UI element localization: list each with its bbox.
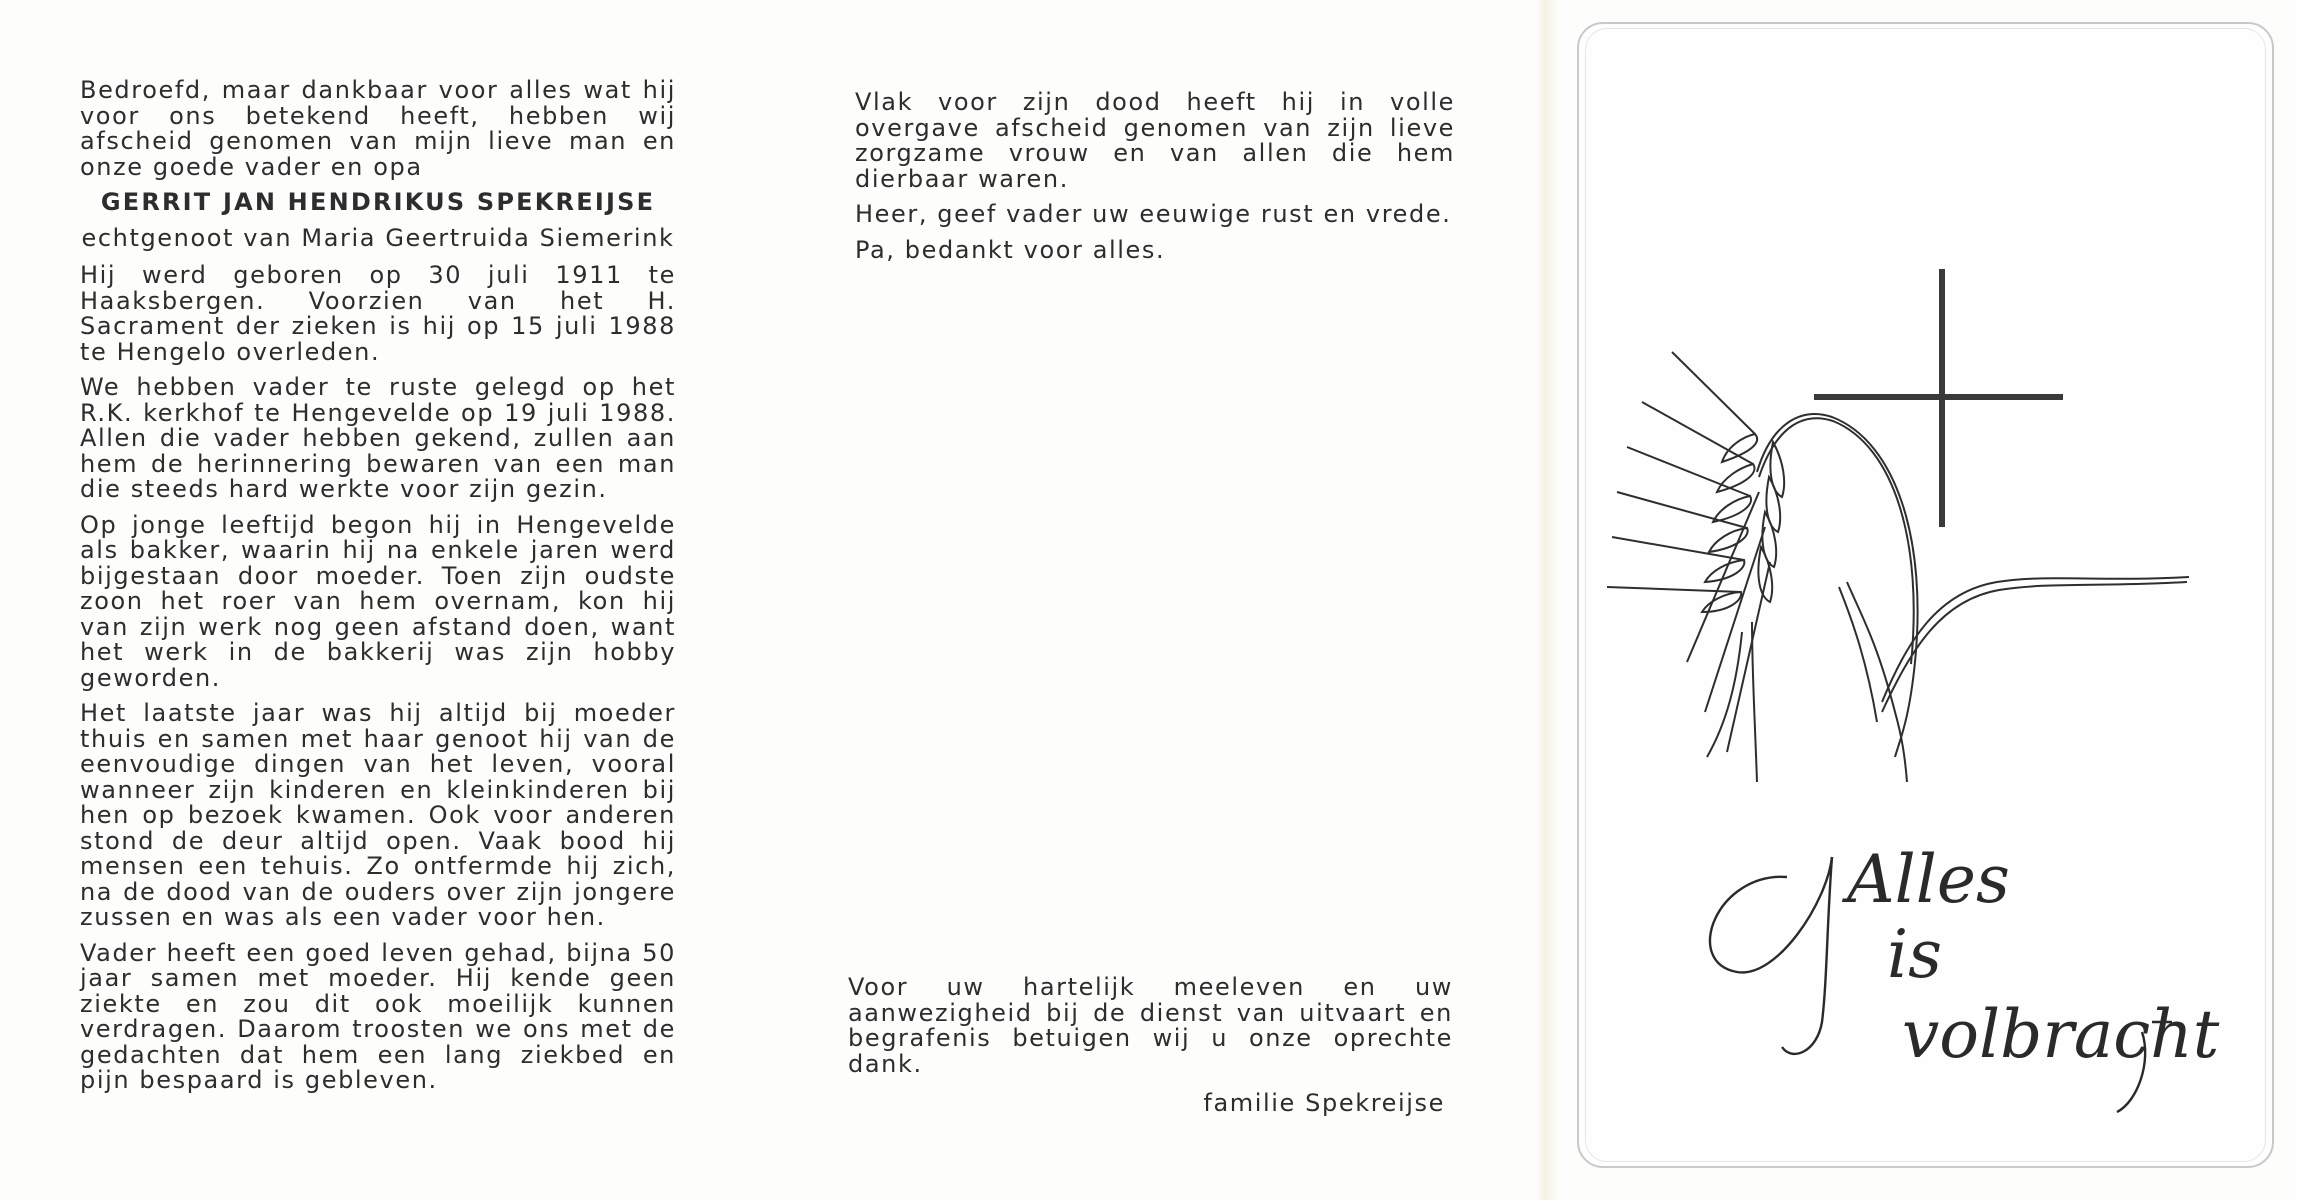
gratitude-paragraph: Voor uw hartelijk meeleven en uw aanwezigheid bij de dienst van uitvaart en begrafenis betuigen wij u onze oprechte dank. (848, 973, 1453, 1078)
middle-page-text-top (855, 90, 1455, 273)
birth-death-paragraph: Hij werd geboren op 30 juli 1911 te Haaksbergen. Voorzien van het H. Sacrament der zieken is hij op 15 juli 1988 te Hengelo overleden. (80, 261, 676, 366)
front-card-illustration (1577, 22, 2274, 1168)
family-signature: familie Spekreijse (1203, 1089, 1445, 1117)
deceased-name: GERRIT JAN HENDRIKUS SPEKREIJSE (100, 188, 656, 216)
motto-line-2: is (1887, 916, 1942, 993)
last-year-paragraph: Het laatste jaar was hij altijd bij moeder thuis en samen met haar genoot hij van de eenvoudige dingen van het leven, vooral wanneer zijn kinderen en kleinkinderen bij hen op bezoek kwamen. Ook voor anderen stond de deur altijd open. Vaak bood hij mensen een tehuis. Zo ontfermde hij zich, na de dood van de ouders over zijn jongere zussen en was als een vader voor hen. (80, 699, 676, 931)
prayer-line: Heer, geef vader uw eeuwige rust en vrede. (855, 200, 1452, 228)
closing-paragraph: Vader heeft een goed leven gehad, bijna 50 jaar samen met moeder. Hij kende geen ziekte en zou dit ook moeilijk kunnen verdragen. Daarom troosten we ons met de gedachten dat hem een lang ziekbed en pijn bespaard is gebleven. (80, 938, 676, 1094)
spouse-line: echtgenoot van Maria Geertruida Siemerink (81, 223, 675, 252)
motto-line-1: Alles (1847, 841, 2010, 918)
middle-page-text-bottom (848, 975, 1453, 1127)
left-page-text (80, 78, 676, 1104)
career-paragraph: Op jonge leeftijd begon hij in Hengevelde als bakker, waarin hij na enkele jaren werd bijgestaan door moeder. Toen zijn oudste zoon het roer van hem overnam, kon hij van zijn werk nog geen afstand doen, want het werk in de bakkerij was zijn hobby geworden. (80, 510, 676, 692)
motto-line-3: volbracht (1902, 996, 2220, 1073)
page-fold (1536, 0, 1558, 1200)
intro-paragraph: Bedroefd, maar dankbaar voor alles wat hij voor ons betekend heeft, hebben wij afscheid genomen van mijn lieve man en onze goede vader en opa (80, 76, 676, 181)
thanks-father-line: Pa, bedankt voor alles. (855, 235, 1166, 264)
cross-icon (1817, 272, 2060, 524)
wheat-ear-icon (1607, 352, 2189, 782)
burial-paragraph: We hebben vader te ruste gelegd op het R.K. kerkhof te Hengevelde op 19 juli 1988. Allen die vader hebben gekend, zullen aan hem de herinnering bewaren van een man die steeds hard werkte voor zijn gezin. (80, 373, 676, 503)
farewell-paragraph: Vlak voor zijn dood heeft hij in volle overgave afscheid genomen van zijn lieve zorgzame vrouw en van allen die hem dierbaar waren. (855, 88, 1455, 193)
